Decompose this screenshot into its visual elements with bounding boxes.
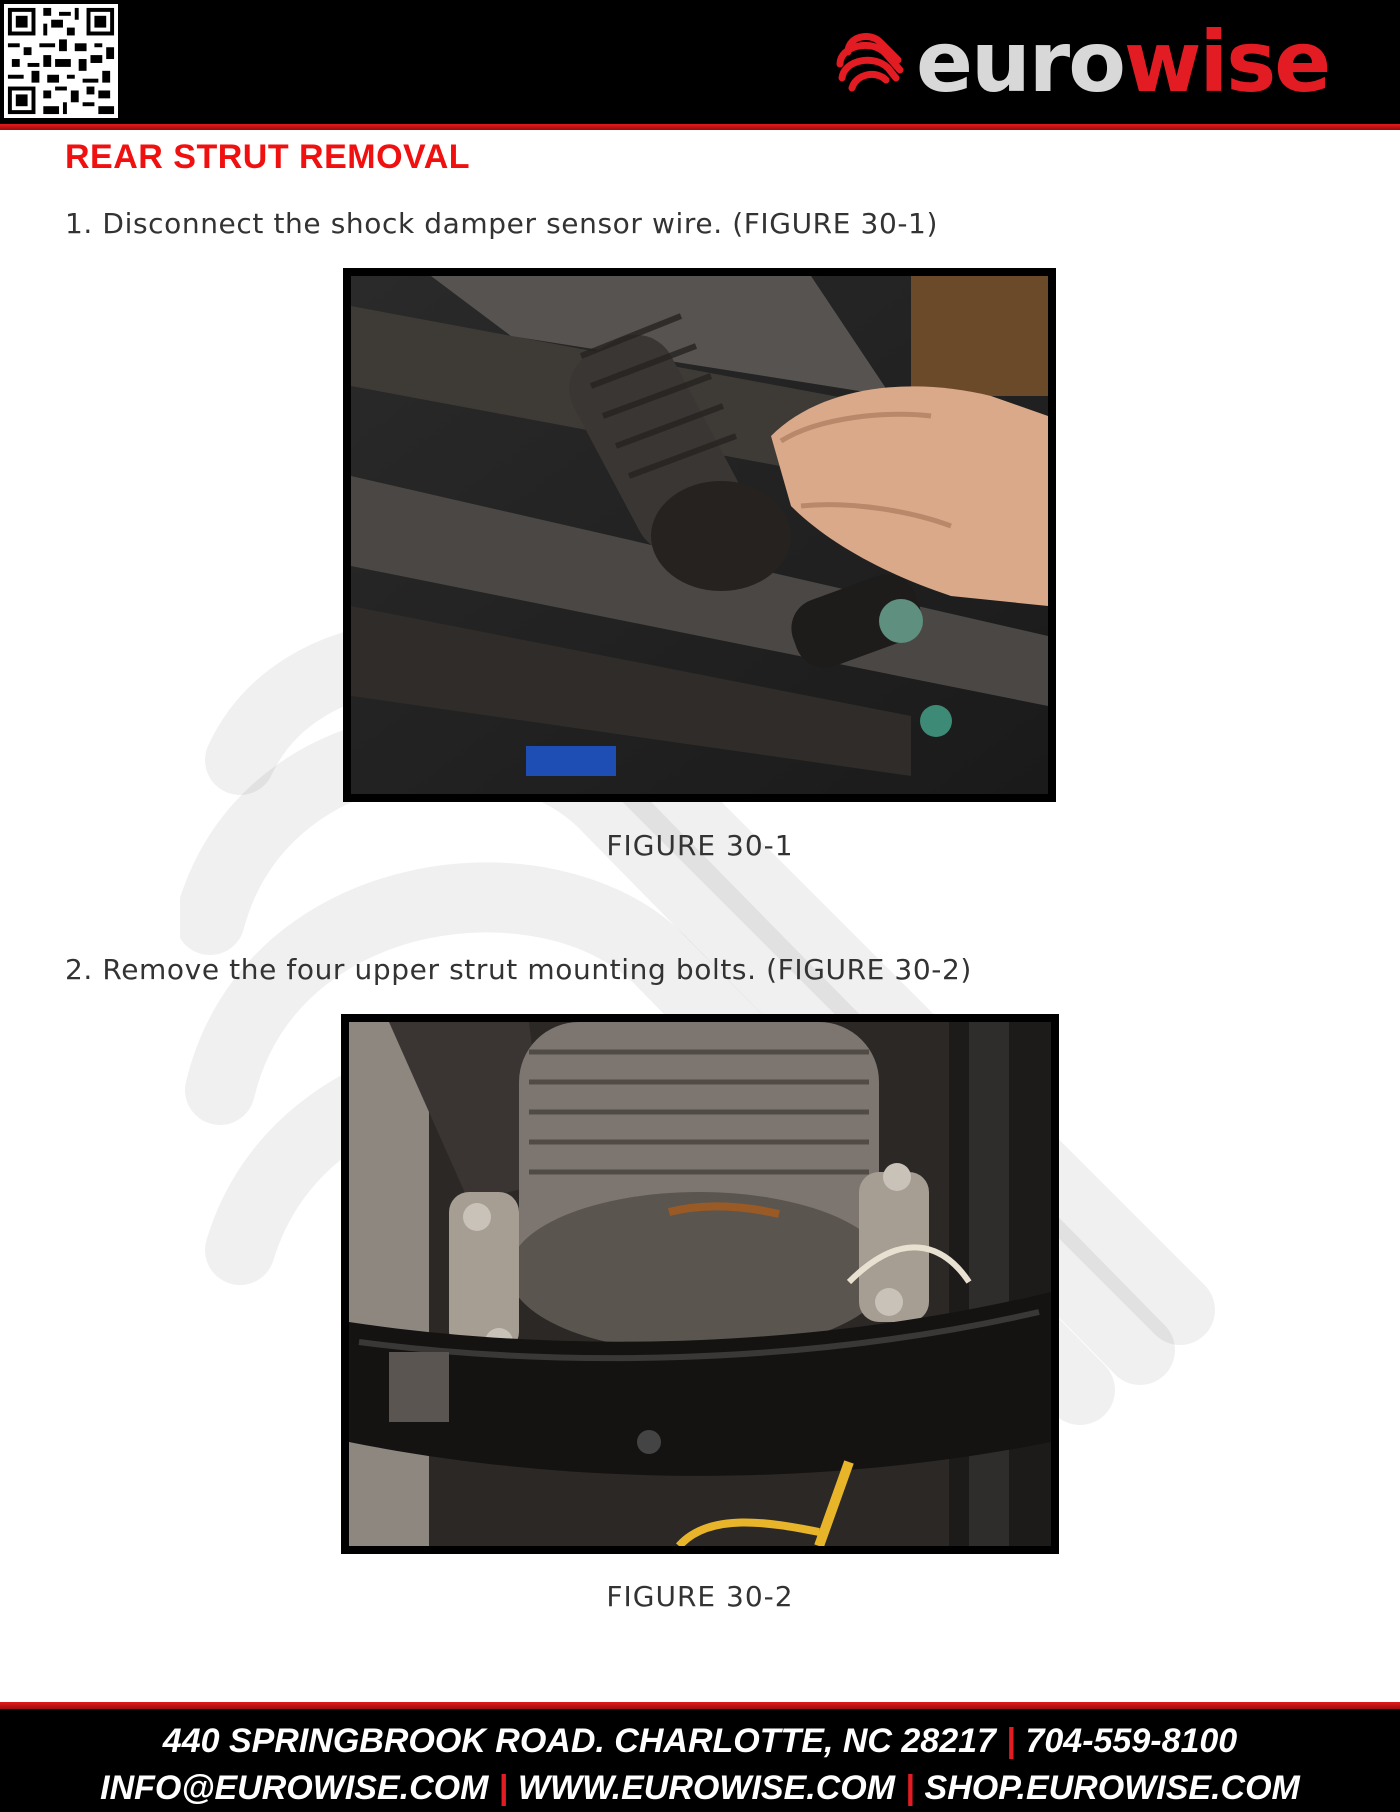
figure-30-1-caption: FIGURE 30-1: [606, 829, 794, 862]
step-2-text: 2. Remove the four upper strut mounting bolts. (FIGURE 30-2): [65, 953, 972, 986]
logo-wordmark: [916, 12, 1329, 112]
step-1-text: 1. Disconnect the shock damper sensor wire. (FIGURE 30-1): [65, 207, 938, 240]
eurowise-stripes-icon: [830, 12, 910, 112]
page-title: REAR STRUT REMOVAL: [65, 138, 471, 176]
logo-text-euro: euro: [916, 13, 1124, 111]
figure-30-2-photo: [341, 1014, 1059, 1554]
footer-email-link[interactable]: INFO@EUROWISE.COM: [100, 1769, 489, 1807]
page-footer: [0, 1709, 1400, 1812]
footer-address: 440 SPRINGBROOK ROAD. CHARLOTTE, NC 28217: [162, 1722, 996, 1760]
header-divider: [0, 124, 1400, 130]
footer-shop-link[interactable]: SHOP.EUROWISE.COM: [924, 1769, 1300, 1807]
footer-separator: |: [905, 1769, 915, 1807]
figure-30-2-caption: FIGURE 30-2: [606, 1580, 794, 1613]
footer-contact-row: [0, 1722, 1400, 1761]
footer-separator: |: [498, 1769, 508, 1807]
footer-website-link[interactable]: WWW.EUROWISE.COM: [517, 1769, 896, 1807]
footer-divider: [0, 1702, 1400, 1709]
qr-code-icon[interactable]: [4, 4, 118, 118]
footer-phone[interactable]: 704-559-8100: [1025, 1722, 1238, 1760]
eurowise-logo[interactable]: [830, 12, 1390, 112]
logo-text-wise: wise: [1123, 13, 1330, 111]
figure-30-1-photo: [343, 268, 1056, 802]
footer-separator: |: [1005, 1722, 1016, 1760]
page-header: [0, 0, 1400, 124]
footer-links-row: [0, 1769, 1400, 1808]
